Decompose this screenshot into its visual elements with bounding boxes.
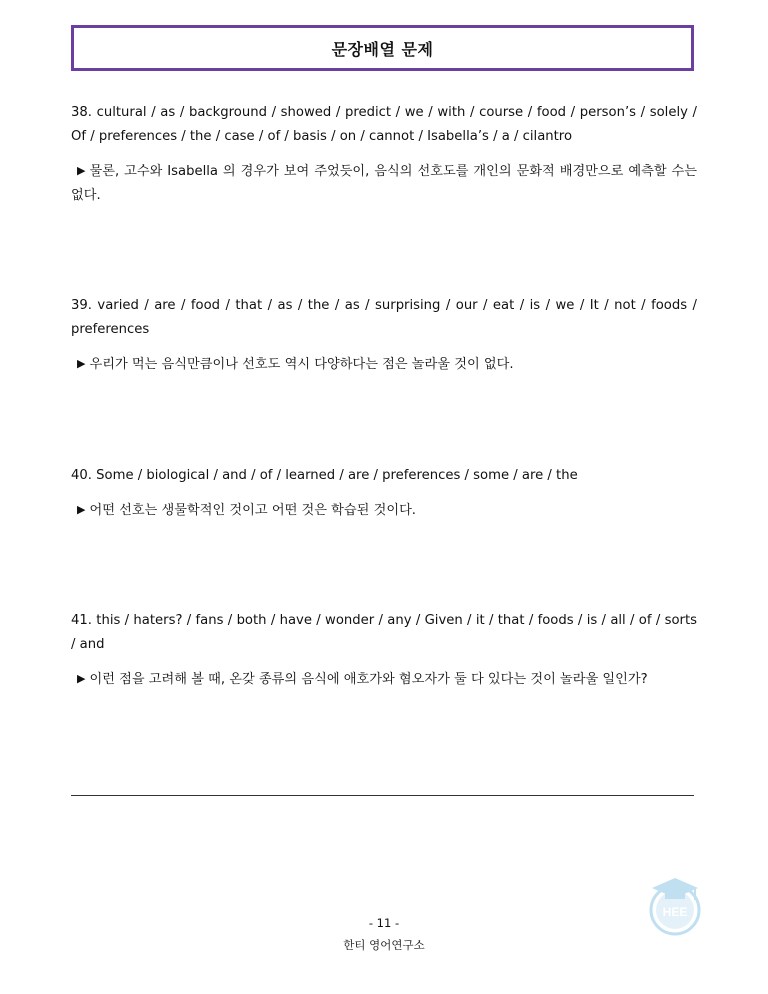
play-arrow-icon: ▶ [77,357,86,370]
play-arrow-icon: ▶ [77,164,86,177]
play-arrow-icon: ▶ [77,503,86,516]
page-number: - 11 - [368,916,400,930]
page-title: 문장배열 문제 [331,39,434,59]
logo-text: HEE [662,905,688,919]
question-words: 41. this / haters? / fans / both / have / wonder / any / Given / it / that / foods / is / all / of / sorts / and [71,613,697,652]
title-box [71,25,694,71]
play-arrow-icon: ▶ [77,672,86,685]
question-translation-row [71,159,697,208]
question-38 [71,101,697,208]
question-translation-row [71,498,697,523]
question-translation: 이런 점을 고려해 볼 때, 온갖 종류의 음식에 애호가와 혐오자가 둘 다 있다는 것이 놀라울 일인가? [89,672,648,687]
question-40 [71,464,697,523]
question-translation: 우리가 먹는 음식만큼이나 선호도 역시 다양하다는 점은 놀라울 것이 없다. [89,357,514,372]
question-41 [71,609,697,692]
question-translation: 어떤 선호는 생물학적인 것이고 어떤 것은 학습된 것이다. [89,503,417,518]
question-translation-row [71,667,697,692]
question-words: 39. varied / are / food / that / as / the / as / surprising / our / eat / is / we / It / not / foods / preferences [71,298,697,337]
question-words: 38. cultural / as / background / showed / predict / we / with / course / food / person’s / solely / Of / preferences / the / case / of / basis / on / cannot / Isabella’s / a / cilantro [71,105,697,144]
question-translation-row [71,352,697,377]
divider-line [71,795,694,796]
question-39 [71,294,697,377]
question-words: 40. Some / biological / and / of / learned / are / preferences / some / are / the [71,468,578,483]
footer-org-name: 한티 영어연구소 [343,938,425,952]
question-translation: 물론, 고수와 Isabella 의 경우가 보여 주었듯이, 음식의 선호도를 개인의 문화적 배경만으로 예측할 수는 없다. [71,164,697,203]
